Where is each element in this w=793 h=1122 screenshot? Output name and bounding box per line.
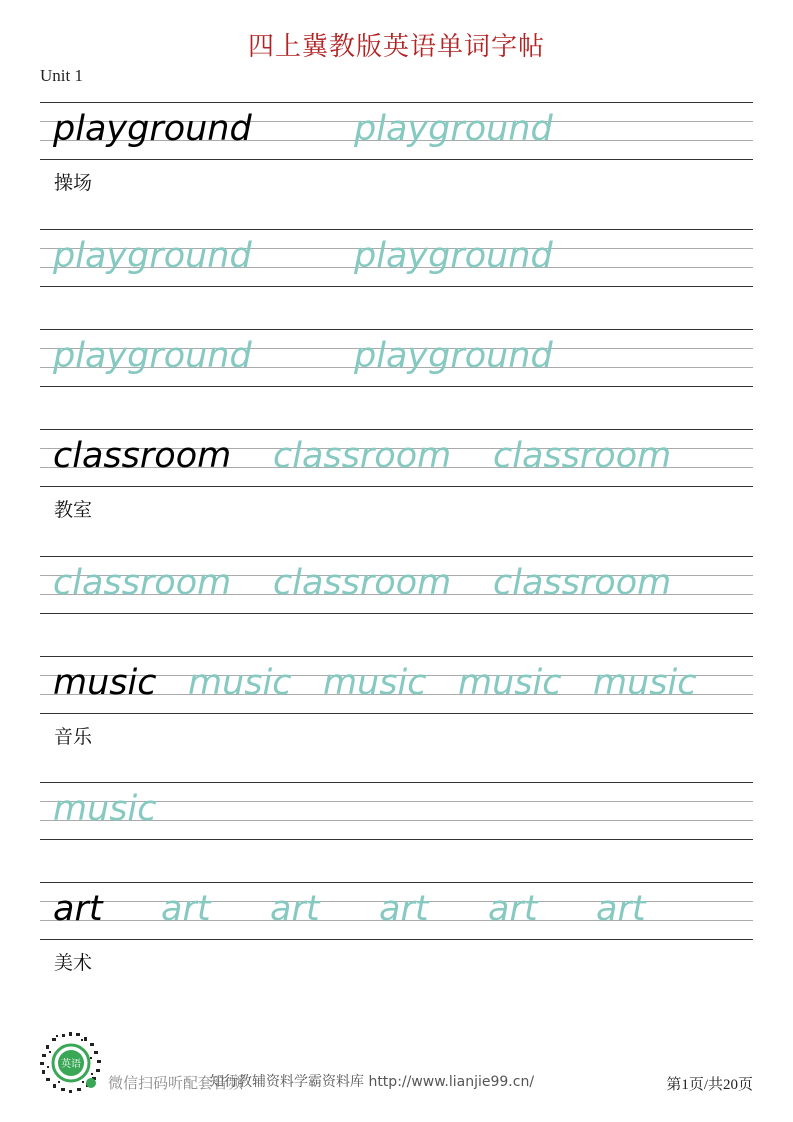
word-trace: art: [488, 889, 538, 929]
word-trace: music: [593, 663, 697, 703]
scan-instruction: 微信扫码听配套音频: [108, 1074, 244, 1092]
word-trace: playground: [354, 109, 553, 149]
writing-band: [40, 102, 753, 160]
writing-band: [40, 656, 753, 714]
writing-band: [40, 329, 753, 387]
page-title: 四上冀教版英语单词字帖: [247, 32, 545, 62]
writing-band: [40, 229, 753, 287]
word-trace: playground: [354, 336, 553, 376]
word-trace: art: [270, 889, 320, 929]
unit-label: Unit 1: [40, 66, 83, 85]
word-trace: classroom: [53, 563, 232, 603]
word-trace: playground: [354, 236, 553, 276]
word-trace: playground: [53, 336, 252, 376]
word-trace: art: [161, 889, 211, 929]
qr-badge-text: 英语: [61, 1059, 81, 1070]
word-trace: classroom: [493, 436, 672, 476]
writing-band: [40, 429, 753, 487]
qr-code-icon[interactable]: [38, 1030, 104, 1100]
word-meaning: 美术: [54, 952, 93, 974]
word-trace: classroom: [273, 436, 452, 476]
word-trace: classroom: [273, 563, 452, 603]
word-trace: music: [53, 789, 157, 829]
word-main: art: [53, 889, 103, 929]
word-trace: music: [323, 663, 427, 703]
word-meaning: 教室: [54, 499, 93, 521]
word-trace: art: [379, 889, 429, 929]
word-meaning: 操场: [54, 172, 93, 194]
word-trace: art: [596, 889, 646, 929]
writing-band: [40, 556, 753, 614]
site-link[interactable]: 知行教辅资料学霸资料库 http://www.lianjie99.cn/: [210, 1074, 535, 1090]
word-trace: playground: [53, 236, 252, 276]
word-trace: classroom: [493, 563, 672, 603]
writing-band: [40, 882, 753, 940]
writing-band: [40, 782, 753, 840]
word-main: playground: [53, 109, 252, 149]
page-info: 第1页/共20页: [666, 1077, 753, 1093]
word-meaning: 音乐: [54, 726, 93, 748]
word-trace: music: [458, 663, 562, 703]
word-main: classroom: [53, 436, 232, 476]
word-main: music: [53, 663, 157, 703]
word-trace: music: [188, 663, 292, 703]
